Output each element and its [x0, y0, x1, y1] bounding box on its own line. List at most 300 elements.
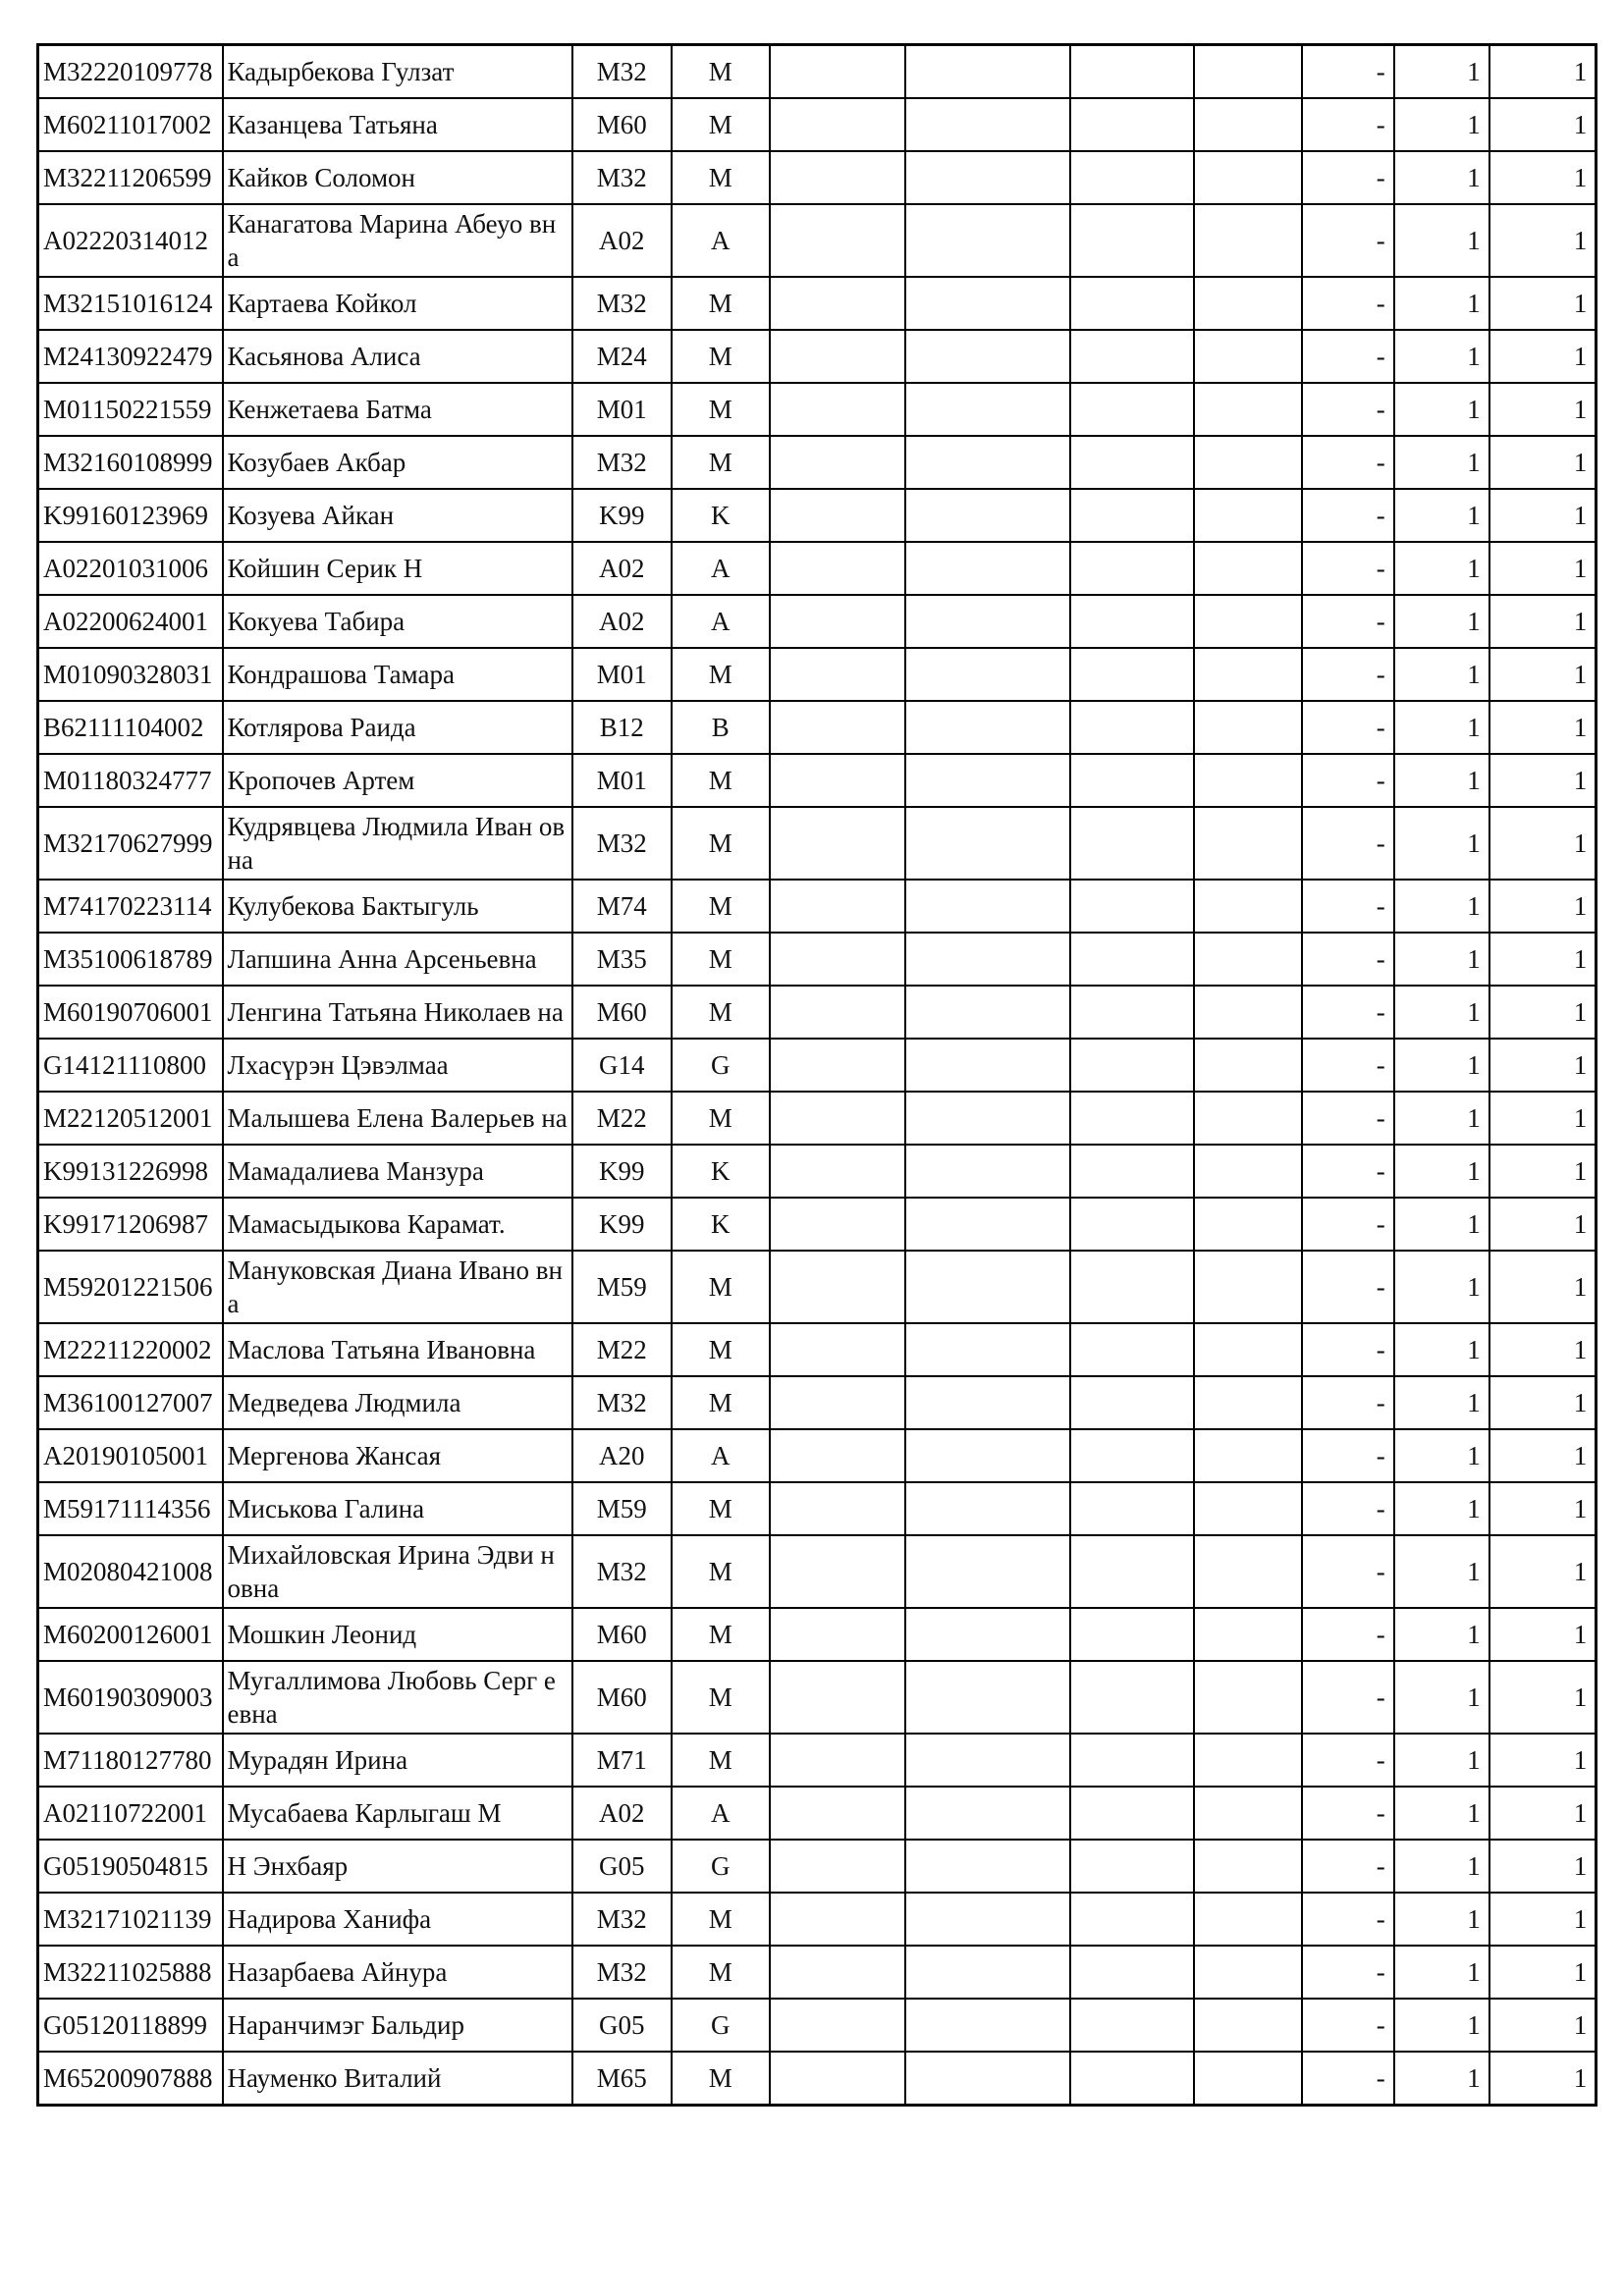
- empty-cell: [1194, 277, 1302, 330]
- count-value: 1: [1394, 1893, 1489, 1946]
- table-row: [38, 1946, 1597, 1999]
- total-value: 1: [1489, 383, 1597, 436]
- empty-cell: [1070, 489, 1194, 542]
- empty-cell: [1194, 542, 1302, 595]
- group-code: M65: [572, 2052, 672, 2106]
- participant-id: M32211206599: [38, 151, 223, 204]
- empty-cell: [770, 436, 905, 489]
- total-value: 1: [1489, 1946, 1597, 1999]
- dash-value: -: [1302, 701, 1394, 754]
- total-value: 1: [1489, 98, 1597, 151]
- total-value: 1: [1489, 1251, 1597, 1323]
- empty-cell: [770, 1323, 905, 1376]
- participant-name: Надирова Ханифа: [223, 1893, 572, 1946]
- category-code: M: [672, 45, 770, 99]
- empty-cell: [1070, 1429, 1194, 1482]
- total-value: 1: [1489, 754, 1597, 807]
- total-value: 1: [1489, 1092, 1597, 1145]
- empty-cell: [1194, 1893, 1302, 1946]
- empty-cell: [1070, 436, 1194, 489]
- total-value: 1: [1489, 880, 1597, 933]
- empty-cell: [770, 1145, 905, 1198]
- empty-cell: [770, 1999, 905, 2052]
- total-value: 1: [1489, 1840, 1597, 1893]
- count-value: 1: [1394, 1535, 1489, 1608]
- group-code: M60: [572, 98, 672, 151]
- participant-name: Мугаллимова Любовь Серг еевна: [223, 1661, 572, 1734]
- participant-id: M59201221506: [38, 1251, 223, 1323]
- empty-cell: [905, 489, 1070, 542]
- empty-cell: [1194, 933, 1302, 986]
- participant-name: Мошкин Леонид: [223, 1608, 572, 1661]
- participant-name: Мануковская Диана Ивано вна: [223, 1251, 572, 1323]
- dash-value: -: [1302, 595, 1394, 648]
- empty-cell: [1070, 330, 1194, 383]
- category-code: G: [672, 1840, 770, 1893]
- empty-cell: [770, 933, 905, 986]
- empty-cell: [905, 1092, 1070, 1145]
- empty-cell: [905, 1608, 1070, 1661]
- participant-id: M32170627999: [38, 807, 223, 880]
- table-row: [38, 1323, 1597, 1376]
- participant-id: A02110722001: [38, 1787, 223, 1840]
- participant-id: G05190504815: [38, 1840, 223, 1893]
- category-code: M: [672, 1251, 770, 1323]
- category-code: M: [672, 933, 770, 986]
- category-code: M: [672, 277, 770, 330]
- category-code: M: [672, 1893, 770, 1946]
- participant-name: Мергенова Жансая: [223, 1429, 572, 1482]
- empty-cell: [770, 1198, 905, 1251]
- table-row: [38, 933, 1597, 986]
- dash-value: -: [1302, 648, 1394, 701]
- participant-id: M22211220002: [38, 1323, 223, 1376]
- empty-cell: [905, 880, 1070, 933]
- empty-cell: [1070, 45, 1194, 99]
- participant-name: Маслова Татьяна Ивановна: [223, 1323, 572, 1376]
- group-code: A02: [572, 204, 672, 277]
- table-row: [38, 277, 1597, 330]
- count-value: 1: [1394, 542, 1489, 595]
- count-value: 1: [1394, 98, 1489, 151]
- total-value: 1: [1489, 1198, 1597, 1251]
- empty-cell: [1194, 754, 1302, 807]
- count-value: 1: [1394, 383, 1489, 436]
- empty-cell: [770, 1482, 905, 1535]
- group-code: M22: [572, 1323, 672, 1376]
- table-row: [38, 1787, 1597, 1840]
- total-value: 1: [1489, 151, 1597, 204]
- empty-cell: [905, 204, 1070, 277]
- empty-cell: [1070, 204, 1194, 277]
- empty-cell: [770, 754, 905, 807]
- table-row: [38, 1092, 1597, 1145]
- empty-cell: [905, 1661, 1070, 1734]
- empty-cell: [1070, 1734, 1194, 1787]
- empty-cell: [1070, 277, 1194, 330]
- empty-cell: [770, 986, 905, 1039]
- total-value: 1: [1489, 489, 1597, 542]
- participant-name: Мамадалиева Манзура: [223, 1145, 572, 1198]
- category-code: A: [672, 1787, 770, 1840]
- table-row: [38, 98, 1597, 151]
- count-value: 1: [1394, 204, 1489, 277]
- dash-value: -: [1302, 436, 1394, 489]
- participant-id: A02201031006: [38, 542, 223, 595]
- category-code: M: [672, 1946, 770, 1999]
- participant-name: Кенжетаева Батма: [223, 383, 572, 436]
- table-row: [38, 1734, 1597, 1787]
- dash-value: -: [1302, 2052, 1394, 2106]
- empty-cell: [1194, 648, 1302, 701]
- empty-cell: [1194, 1092, 1302, 1145]
- empty-cell: [770, 1535, 905, 1608]
- empty-cell: [770, 1946, 905, 1999]
- empty-cell: [1070, 986, 1194, 1039]
- participant-id: M60211017002: [38, 98, 223, 151]
- group-code: M32: [572, 807, 672, 880]
- participant-id: M65200907888: [38, 2052, 223, 2106]
- participant-id: K99131226998: [38, 1145, 223, 1198]
- category-code: K: [672, 1198, 770, 1251]
- count-value: 1: [1394, 1787, 1489, 1840]
- table-row: [38, 330, 1597, 383]
- empty-cell: [905, 1251, 1070, 1323]
- participant-id: M24130922479: [38, 330, 223, 383]
- group-code: G14: [572, 1039, 672, 1092]
- participant-name: Койшин Серик Н: [223, 542, 572, 595]
- count-value: 1: [1394, 1608, 1489, 1661]
- empty-cell: [1194, 1535, 1302, 1608]
- empty-cell: [1194, 1039, 1302, 1092]
- empty-cell: [905, 330, 1070, 383]
- group-code: M22: [572, 1092, 672, 1145]
- empty-cell: [770, 489, 905, 542]
- empty-cell: [905, 383, 1070, 436]
- group-code: M35: [572, 933, 672, 986]
- participant-name: Касьянова Алиса: [223, 330, 572, 383]
- group-code: M01: [572, 383, 672, 436]
- count-value: 1: [1394, 45, 1489, 99]
- category-code: M: [672, 1608, 770, 1661]
- empty-cell: [905, 1198, 1070, 1251]
- participant-name: Н Энхбаяр: [223, 1840, 572, 1893]
- empty-cell: [1070, 2052, 1194, 2106]
- participant-id: B62111104002: [38, 701, 223, 754]
- empty-cell: [770, 1661, 905, 1734]
- empty-cell: [1070, 1482, 1194, 1535]
- empty-cell: [770, 2052, 905, 2106]
- table-row: [38, 45, 1597, 99]
- table-row: [38, 880, 1597, 933]
- table-row: [38, 383, 1597, 436]
- total-value: 1: [1489, 1608, 1597, 1661]
- table-body: [38, 45, 1597, 2106]
- category-code: M: [672, 880, 770, 933]
- empty-cell: [1194, 1251, 1302, 1323]
- count-value: 1: [1394, 701, 1489, 754]
- empty-cell: [1070, 807, 1194, 880]
- empty-cell: [1194, 2052, 1302, 2106]
- empty-cell: [1194, 1376, 1302, 1429]
- table-row: [38, 1376, 1597, 1429]
- group-code: M01: [572, 648, 672, 701]
- dash-value: -: [1302, 1661, 1394, 1734]
- count-value: 1: [1394, 1482, 1489, 1535]
- empty-cell: [1070, 1608, 1194, 1661]
- dash-value: -: [1302, 880, 1394, 933]
- category-code: B: [672, 701, 770, 754]
- participant-id: M01150221559: [38, 383, 223, 436]
- empty-cell: [1194, 204, 1302, 277]
- participant-name: Кудрявцева Людмила Иван овна: [223, 807, 572, 880]
- empty-cell: [770, 383, 905, 436]
- category-code: M: [672, 2052, 770, 2106]
- empty-cell: [770, 1840, 905, 1893]
- total-value: 1: [1489, 436, 1597, 489]
- empty-cell: [1070, 383, 1194, 436]
- empty-cell: [1194, 383, 1302, 436]
- empty-cell: [770, 151, 905, 204]
- participant-name: Канагатова Марина Абеуо вна: [223, 204, 572, 277]
- total-value: 1: [1489, 701, 1597, 754]
- table-row: [38, 1145, 1597, 1198]
- empty-cell: [905, 98, 1070, 151]
- table-row: [38, 1251, 1597, 1323]
- empty-cell: [1194, 1198, 1302, 1251]
- group-code: G05: [572, 1840, 672, 1893]
- count-value: 1: [1394, 1661, 1489, 1734]
- empty-cell: [1194, 1145, 1302, 1198]
- table-row: [38, 1535, 1597, 1608]
- empty-cell: [1194, 330, 1302, 383]
- participant-id: M22120512001: [38, 1092, 223, 1145]
- empty-cell: [1070, 1999, 1194, 2052]
- empty-cell: [770, 807, 905, 880]
- participant-id: K99160123969: [38, 489, 223, 542]
- count-value: 1: [1394, 1429, 1489, 1482]
- empty-cell: [905, 1787, 1070, 1840]
- empty-cell: [905, 1535, 1070, 1608]
- participant-id: A02200624001: [38, 595, 223, 648]
- dash-value: -: [1302, 1376, 1394, 1429]
- results-table: [36, 43, 1597, 2107]
- dash-value: -: [1302, 204, 1394, 277]
- category-code: K: [672, 1145, 770, 1198]
- empty-cell: [905, 1039, 1070, 1092]
- total-value: 1: [1489, 1039, 1597, 1092]
- empty-cell: [905, 1429, 1070, 1482]
- participant-id: M32151016124: [38, 277, 223, 330]
- count-value: 1: [1394, 754, 1489, 807]
- group-code: M32: [572, 1946, 672, 1999]
- dash-value: -: [1302, 1535, 1394, 1608]
- empty-cell: [1194, 1787, 1302, 1840]
- empty-cell: [1070, 595, 1194, 648]
- count-value: 1: [1394, 1092, 1489, 1145]
- group-code: M32: [572, 436, 672, 489]
- empty-cell: [770, 330, 905, 383]
- participant-name: Медведева Людмила: [223, 1376, 572, 1429]
- empty-cell: [905, 1840, 1070, 1893]
- table-row: [38, 701, 1597, 754]
- empty-cell: [905, 1946, 1070, 1999]
- category-code: A: [672, 542, 770, 595]
- group-code: M32: [572, 1893, 672, 1946]
- category-code: M: [672, 383, 770, 436]
- table-row: [38, 436, 1597, 489]
- count-value: 1: [1394, 1323, 1489, 1376]
- empty-cell: [1070, 1323, 1194, 1376]
- group-code: M60: [572, 1661, 672, 1734]
- empty-cell: [1194, 489, 1302, 542]
- dash-value: -: [1302, 1198, 1394, 1251]
- empty-cell: [905, 1893, 1070, 1946]
- participant-name: Мусабаева Карлыгаш М: [223, 1787, 572, 1840]
- table-row: [38, 542, 1597, 595]
- group-code: M59: [572, 1482, 672, 1535]
- empty-cell: [770, 1251, 905, 1323]
- group-code: K99: [572, 1145, 672, 1198]
- dash-value: -: [1302, 1787, 1394, 1840]
- group-code: A02: [572, 595, 672, 648]
- count-value: 1: [1394, 1039, 1489, 1092]
- dash-value: -: [1302, 1608, 1394, 1661]
- participant-name: Наранчимэг Бальдир: [223, 1999, 572, 2052]
- category-code: M: [672, 1323, 770, 1376]
- total-value: 1: [1489, 1429, 1597, 1482]
- empty-cell: [1070, 754, 1194, 807]
- category-code: G: [672, 1039, 770, 1092]
- count-value: 1: [1394, 151, 1489, 204]
- group-code: M60: [572, 986, 672, 1039]
- table-row: [38, 151, 1597, 204]
- empty-cell: [770, 1429, 905, 1482]
- empty-cell: [905, 2052, 1070, 2106]
- table-row: [38, 1608, 1597, 1661]
- participant-id: M59171114356: [38, 1482, 223, 1535]
- total-value: 1: [1489, 933, 1597, 986]
- empty-cell: [1194, 1482, 1302, 1535]
- empty-cell: [905, 1482, 1070, 1535]
- category-code: M: [672, 1661, 770, 1734]
- category-code: M: [672, 807, 770, 880]
- category-code: M: [672, 1482, 770, 1535]
- dash-value: -: [1302, 542, 1394, 595]
- count-value: 1: [1394, 1734, 1489, 1787]
- participant-id: M74170223114: [38, 880, 223, 933]
- group-code: G05: [572, 1999, 672, 2052]
- empty-cell: [905, 807, 1070, 880]
- category-code: M: [672, 648, 770, 701]
- empty-cell: [905, 277, 1070, 330]
- count-value: 1: [1394, 277, 1489, 330]
- count-value: 1: [1394, 880, 1489, 933]
- empty-cell: [1070, 542, 1194, 595]
- total-value: 1: [1489, 1661, 1597, 1734]
- count-value: 1: [1394, 807, 1489, 880]
- empty-cell: [905, 542, 1070, 595]
- count-value: 1: [1394, 436, 1489, 489]
- group-code: M24: [572, 330, 672, 383]
- group-code: A20: [572, 1429, 672, 1482]
- participant-id: M60200126001: [38, 1608, 223, 1661]
- empty-cell: [905, 1376, 1070, 1429]
- empty-cell: [1070, 1535, 1194, 1608]
- category-code: M: [672, 754, 770, 807]
- empty-cell: [1194, 45, 1302, 99]
- group-code: M32: [572, 45, 672, 99]
- table-row: [38, 1840, 1597, 1893]
- category-code: M: [672, 98, 770, 151]
- category-code: M: [672, 1734, 770, 1787]
- empty-cell: [1070, 1840, 1194, 1893]
- participant-name: Ленгина Татьяна Николаев на: [223, 986, 572, 1039]
- empty-cell: [1194, 1946, 1302, 1999]
- category-code: G: [672, 1999, 770, 2052]
- empty-cell: [770, 1787, 905, 1840]
- total-value: 1: [1489, 986, 1597, 1039]
- table-row: [38, 2052, 1597, 2106]
- table-row: [38, 648, 1597, 701]
- dash-value: -: [1302, 277, 1394, 330]
- empty-cell: [1194, 1429, 1302, 1482]
- participant-id: M32171021139: [38, 1893, 223, 1946]
- empty-cell: [1194, 595, 1302, 648]
- total-value: 1: [1489, 2052, 1597, 2106]
- group-code: A02: [572, 1787, 672, 1840]
- empty-cell: [905, 1145, 1070, 1198]
- participant-id: M60190706001: [38, 986, 223, 1039]
- count-value: 1: [1394, 1999, 1489, 2052]
- empty-cell: [1070, 1198, 1194, 1251]
- empty-cell: [905, 151, 1070, 204]
- count-value: 1: [1394, 1840, 1489, 1893]
- empty-cell: [1070, 933, 1194, 986]
- participant-name: Кулубекова Бактыгуль: [223, 880, 572, 933]
- empty-cell: [1194, 880, 1302, 933]
- empty-cell: [1070, 1787, 1194, 1840]
- empty-cell: [1070, 98, 1194, 151]
- group-code: A02: [572, 542, 672, 595]
- empty-cell: [905, 595, 1070, 648]
- participant-name: Малышева Елена Валерьев на: [223, 1092, 572, 1145]
- total-value: 1: [1489, 45, 1597, 99]
- participant-name: Козубаев Акбар: [223, 436, 572, 489]
- group-code: M60: [572, 1608, 672, 1661]
- empty-cell: [770, 595, 905, 648]
- empty-cell: [1070, 1251, 1194, 1323]
- category-code: M: [672, 1376, 770, 1429]
- dash-value: -: [1302, 330, 1394, 383]
- total-value: 1: [1489, 330, 1597, 383]
- empty-cell: [770, 701, 905, 754]
- empty-cell: [1070, 1946, 1194, 1999]
- total-value: 1: [1489, 1893, 1597, 1946]
- total-value: 1: [1489, 1145, 1597, 1198]
- empty-cell: [1070, 1893, 1194, 1946]
- empty-cell: [1070, 1145, 1194, 1198]
- empty-cell: [1070, 880, 1194, 933]
- participant-name: Назарбаева Айнура: [223, 1946, 572, 1999]
- participant-name: Лхасүрэн Цэвэлмаа: [223, 1039, 572, 1092]
- category-code: M: [672, 1092, 770, 1145]
- empty-cell: [905, 1999, 1070, 2052]
- empty-cell: [1194, 1661, 1302, 1734]
- empty-cell: [1194, 807, 1302, 880]
- total-value: 1: [1489, 1323, 1597, 1376]
- empty-cell: [905, 701, 1070, 754]
